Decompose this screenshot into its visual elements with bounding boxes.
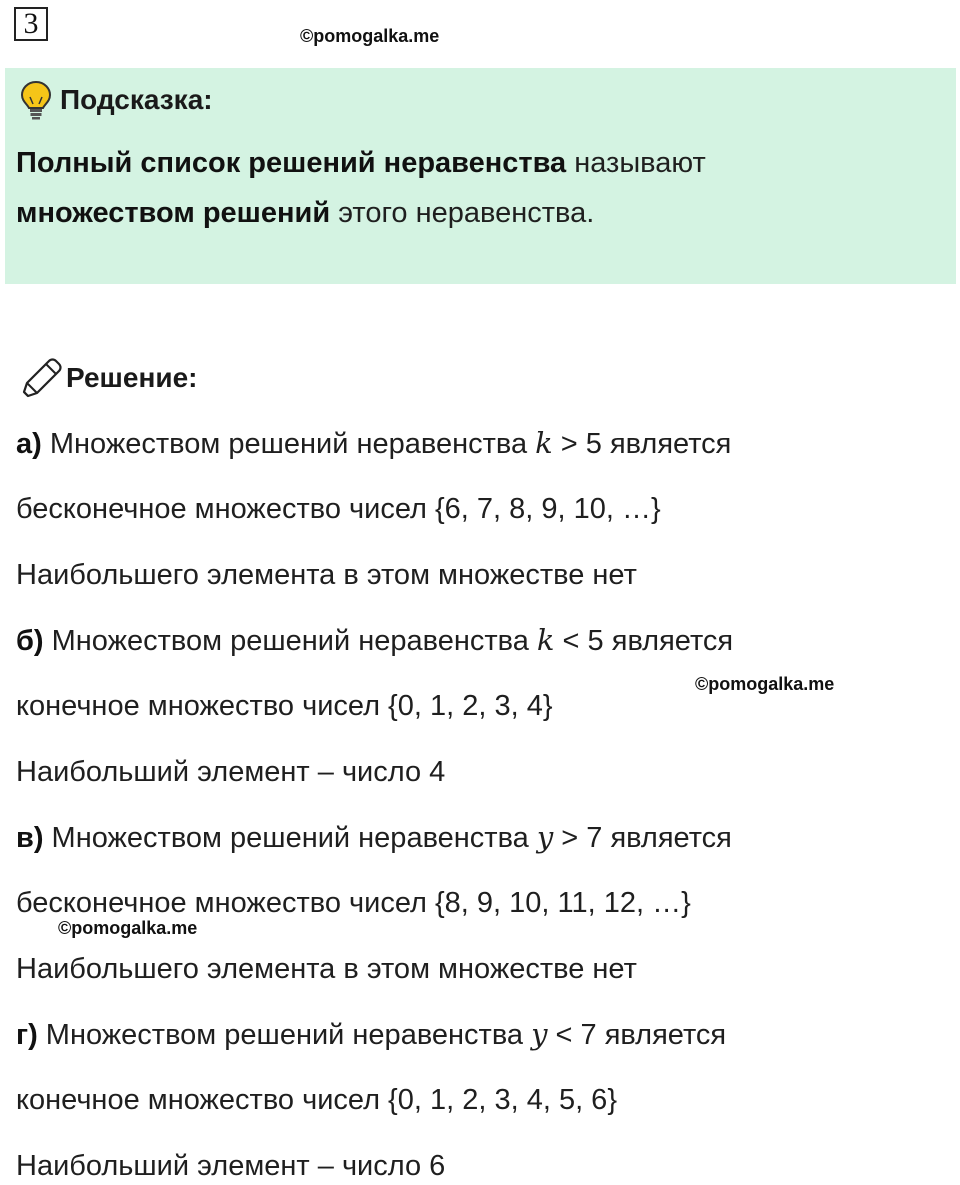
part-d-text: Множеством решений неравенства xyxy=(37,1019,532,1051)
hint-text-1: называют xyxy=(566,147,706,179)
watermark: ©pomogalka.me xyxy=(300,26,440,46)
hint-title: Подсказка: xyxy=(60,84,213,115)
part-c-variable: y xyxy=(536,820,554,854)
solution-heading xyxy=(18,358,197,398)
part-d-label: г) xyxy=(16,1019,38,1051)
task-number-box: 3 xyxy=(14,7,48,41)
part-a-statement xyxy=(16,425,731,462)
part-b-label: б) xyxy=(16,625,44,657)
hint-bold-term-2: множеством решений xyxy=(16,197,331,229)
part-c-label: в) xyxy=(16,822,44,854)
part-a-inequality: > 5 является xyxy=(552,428,732,460)
part-b-text: Множеством решений неравенства xyxy=(43,625,537,657)
part-d-conclusion: Наибольший элемент – число 6 xyxy=(16,1150,446,1182)
lightbulb-icon xyxy=(20,80,52,120)
part-b-inequality: < 5 является xyxy=(554,625,734,657)
part-a-conclusion: Наибольшего элемента в этом множестве нет xyxy=(16,559,637,591)
part-b-set: конечное множество чисел {0, 1, 2, 3, 4} xyxy=(16,690,553,722)
part-b-statement xyxy=(16,622,733,659)
watermark: ©pomogalka.me xyxy=(695,674,835,694)
part-b-variable: k xyxy=(536,623,555,657)
hint-text-2: этого неравенства. xyxy=(330,197,595,229)
part-a-text: Множеством решений неравенства xyxy=(41,428,536,460)
part-d-set: конечное множество чисел {0, 1, 2, 3, 4, 5, 6} xyxy=(16,1084,617,1116)
watermark: ©pomogalka.me xyxy=(58,918,198,938)
part-c-set: бесконечное множество чисел {8, 9, 10, 11, 12, …} xyxy=(16,887,691,919)
part-a-variable: k xyxy=(535,426,553,460)
part-b-conclusion: Наибольший элемент – число 4 xyxy=(16,756,446,788)
hint-bold-term-1: Полный список решений неравенства xyxy=(16,147,567,179)
part-c-statement xyxy=(16,819,732,856)
part-d-statement xyxy=(16,1016,726,1053)
part-a-set: бесконечное множество чисел {6, 7, 8, 9, 10, …} xyxy=(16,493,661,525)
part-d-variable: y xyxy=(531,1017,548,1051)
hint-text xyxy=(16,138,936,238)
solution-title: Решение: xyxy=(66,362,198,393)
part-c-conclusion: Наибольшего элемента в этом множестве нет xyxy=(16,953,637,985)
part-c-inequality: > 7 является xyxy=(553,822,732,854)
part-a-label: а) xyxy=(16,428,42,460)
part-d-inequality: < 7 является xyxy=(547,1019,727,1051)
part-c-text: Множеством решений неравенства xyxy=(43,822,537,854)
hint-heading xyxy=(20,80,213,120)
pencil-icon xyxy=(18,358,62,398)
